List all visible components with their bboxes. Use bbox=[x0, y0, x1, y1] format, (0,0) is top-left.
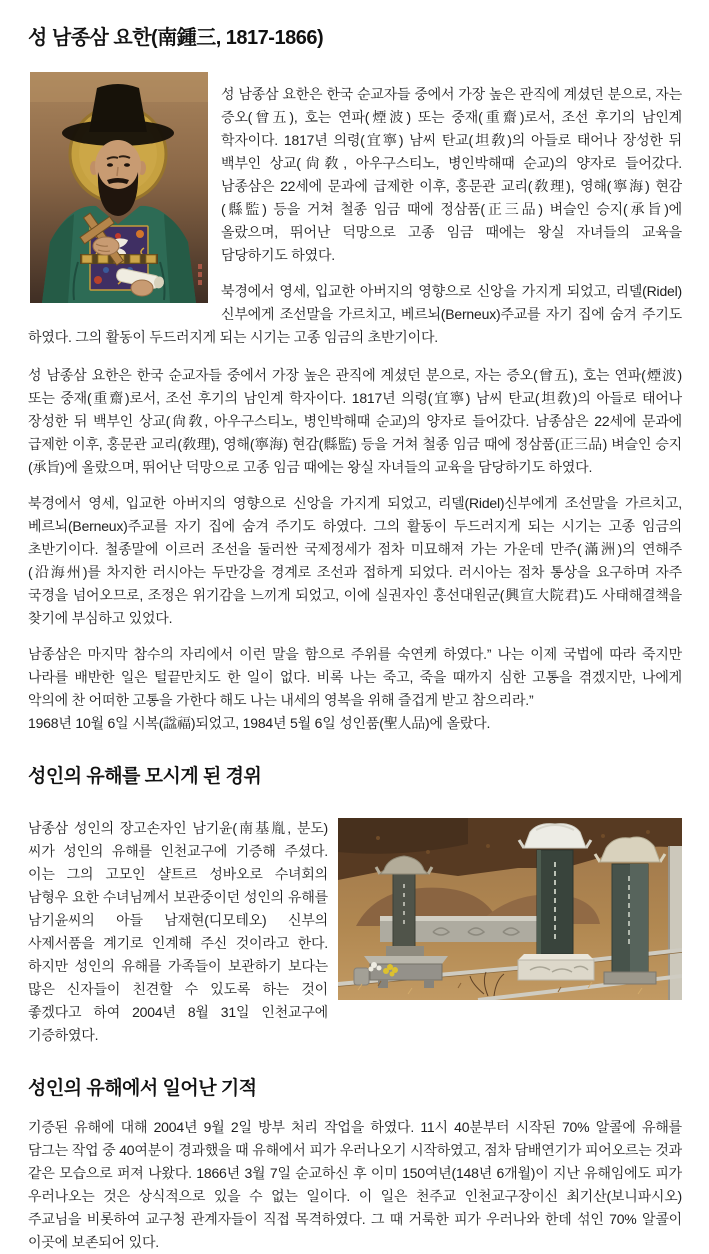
artist-seal bbox=[198, 264, 202, 285]
stone-censer bbox=[354, 968, 369, 985]
saint-portrait-painting bbox=[30, 72, 208, 303]
miracle-paragraph: 기증된 유해에 대해 2004년 9월 2일 방부 처리 작업을 하였다. 11시 40분부터 시작된 70% 알콜에 유해를 담그는 작업 중 40여분이 경과했을 때 유해에서 피가 우러나오기 시작하였고, 점차 담배연기가 피어오르는 것과 같은 모습으로 퍼져 나왔다. 1866년 3월 7일 순교하신 후 이미 150여년(148년 6개월)이 지난 유해임에도 피가 우러나오는 것은 상식적으로 있을 수 없는 일이다. 이 일은 천주교 인천교구장이신 최기산(보니파시오) 주교님을 비롯하여 교구청 관계자들이 직접 목격하였다. 그 때 거룩한 피가 우러나와 한데 섞인 70% 알콜이 이곳에 보존되어 있다. bbox=[28, 1119, 682, 1250]
intro-section bbox=[28, 70, 682, 349]
grave-site-photo bbox=[338, 818, 682, 1000]
left-hand bbox=[131, 280, 153, 296]
portrait-illustration bbox=[30, 72, 208, 303]
relics-section bbox=[28, 804, 682, 1047]
section-title-relics: 성인의 유해를 모시게 된 경위 bbox=[28, 766, 262, 787]
cemetery-photo-illustration bbox=[338, 818, 682, 1000]
main-paragraph-3 bbox=[28, 643, 682, 735]
final-words-quote: 남종삼은 마지막 참수의 자리에서 이런 말을 함으로 주위를 숙연케 하였다.” 나는 이제 국법에 따라 죽지만 나라를 배반한 일은 털끝만치도 한 일이 없다. 비록 나는 죽고, 죽을 때까지 심한 고통을 겪겠지만, 나에게 악의에 찬 어떠한 고통을 가한다 해도 나는 내세의 영복을 위해 즐겁게 받고 참으리라.” bbox=[28, 646, 682, 708]
main-paragraph-1: 성 남종삼 요한은 한국 순교자들 중에서 가장 높은 관직에 계셨던 분으로, 자는 증오(曾五), 호는 연파(煙波) 또는 중재(重齋)로서, 조선 후기의 남인계 학자이다. 1817년 의령(宜寧) 남씨 탄교(坦敎)의 아들로 태어나 장성한 뒤 백부인 상교(尙敎, 아우구스티노, 병인박해때 순교)의 양자로 들어갔다. 남종삼은 22세에 문과에 급제한 이후, 홍문관 교리(敎理), 영해(寧海) 현감(縣監) 등을 거쳐 철종 임금 때에 정삼품(正三品) 벼슬인 승지(承旨)에 올랐으며, 뛰어난 덕망으로 고종 임금 때에는 왕실 자녀들의 교육을 담당하기도 하였다. bbox=[28, 367, 682, 475]
intro-paragraph-1: 성 남종삼 요한은 한국 순교자들 중에서 가장 높은 관직에 계셨던 분으로, 자는 증오(曾五), 호는 연파(煙波) 또는 중재(重齋)로서, 조선 후기의 남인계 학자이다. 1817년 의령(宜寧) 남씨 탄교(坦敎)의 아들로 태어나 장성한 뒤 백부인 상교(尙敎, 아우구스티노, 병인박해때 순교)의 양자로 들어갔다. 남종삼은 22세에 문과에 급제한 이후, 홍문관 교리(敎理), 영해(寧海) 현감(縣監) 등을 거쳐 철종 임금 때에 정삼품(正三品) 벼슬인 승지(承旨)에 올랐으며, 뛰어난 덕망으로 고종 임금 때에는 왕실 자녀들의 교육을 담당하기도 하였다. bbox=[221, 86, 682, 263]
beatification-note: 1968년 10월 6일 시복(諡福)되었고, 1984년 5월 6일 성인품(聖人品)에 올랐다. bbox=[28, 715, 491, 731]
section-title-miracle: 성인의 유해에서 일어난 기적 bbox=[28, 1078, 257, 1099]
relics-paragraph: 남종삼 성인의 장고손자인 남기윤(南基胤, 분도)씨가 성인의 유해를 인천교구에 기증해 주셨다. 이는 그의 고모인 샬트르 성바오로 수녀회의 남형우 요한 수녀님께서 보관중이던 성인의 유해를 남기윤씨의 아들 남재현(디모테오) 신부의 사제서품을 계기로 인계해 주신 것이라고 한다. 하지만 성인의 유해를 가족들이 보관하기 보다는 많은 신자들이 친견할 수 있도록 하는 것이 좋겠다고 하여 2004년 8월 31일 인천교구에 기증하였다. bbox=[28, 820, 328, 1043]
intro-paragraph-2: 북경에서 영세, 입교한 아버지의 영향으로 신앙을 가지게 되었고, 리델(Ridel)신부에게 조선말을 가르치고, 베르뇌(Berneux)주교를 자기 집에 숨겨 주기도 하였다. 그의 활동이 두드러지게 되는 시기는 고종 임금의 초반기이다. bbox=[28, 283, 682, 345]
page-title: 성 남종삼 요한(南鍾三, 1817-1866) bbox=[28, 27, 324, 49]
main-paragraph-2: 북경에서 영세, 입교한 아버지의 영향으로 신앙을 가지게 되었고, 리델(Ridel)신부에게 조선말을 가르치고, 베르뇌(Berneux)주교를 자기 집에 숨겨 주기도 하였다. 그의 활동이 두드러지게 되는 시기는 고종 임금의 초반기이다. 철종말에 이르러 조선을 둘러싼 국제정세가 점차 미묘해져 가는 가운데 만주(滿洲)의 연해주(沿海州)를 차지한 러시아는 두만강을 경계로 조선과 접하게 되었다. 러시아는 점차 통상을 요구하며 자주 국경을 넘어오므로, 조정은 위기감을 느끼게 되었고, 이에 실권자인 홍선대원군(興宣大院君)도 사태해결책을 찾기에 부심하고 있었다. bbox=[28, 495, 682, 626]
